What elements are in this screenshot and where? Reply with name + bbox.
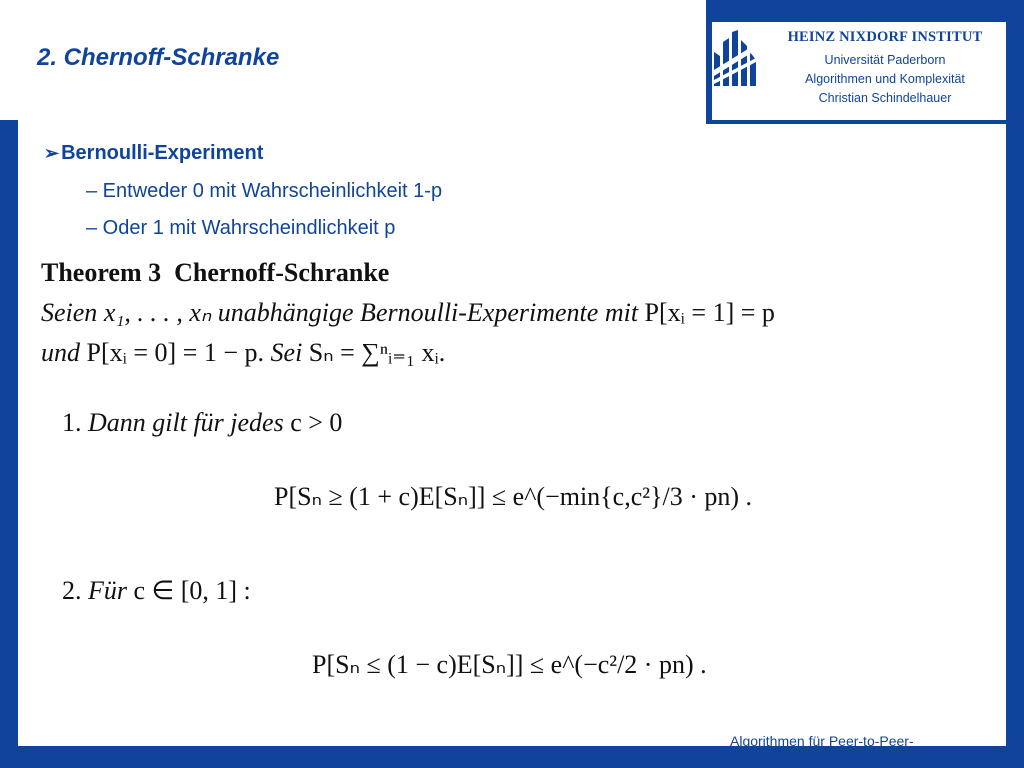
item-2-condition: c ∈ [0, 1] :: [133, 576, 251, 605]
sub-item-1: – Oder 1 mit Wahrscheindlichkeit p: [86, 217, 396, 239]
theorem-line-1: [41, 298, 775, 328]
theorem-name: Chernoff-Schranke: [174, 258, 390, 287]
formula-lower-bound: P[Sₙ ≤ (1 − c)E[Sₙ]] ≤ e^(−c²/2 · pn) .: [312, 650, 707, 679]
theorem-text-sei: Sei: [270, 338, 303, 367]
footer-course-title: Algorithmen für Peer-to-Peer-Netzwerke: [730, 733, 914, 766]
theorem-math-sum: Sₙ = ∑ⁿᵢ₌₁ xᵢ.: [308, 338, 446, 367]
bullet-main-label: Bernoulli-Experiment: [61, 142, 264, 164]
theorem-item-2: [62, 576, 251, 606]
theorem-math-variables: x₁, . . . , xₙ: [103, 298, 212, 327]
item-2-label: 2.: [62, 576, 82, 605]
institute-name: HEINZ NIXDORF INSTITUT: [787, 29, 983, 45]
item-1-condition: c > 0: [290, 408, 343, 437]
page-number: 11: [996, 746, 1010, 761]
item-1-label: 1.: [62, 408, 82, 437]
sub-item-0: – Entweder 0 mit Wahrscheinlichkeit 1-p: [86, 180, 443, 202]
item-2-text: Für: [88, 576, 127, 605]
item-1-text: Dann gilt für jedes: [88, 408, 284, 437]
institute-author: Christian Schindelhauer: [818, 91, 952, 105]
theorem-math-prob-one: P[xᵢ = 1] = p: [644, 298, 775, 327]
theorem-text-bernoulli: unabhängige Bernoulli-Experimente mit: [217, 298, 639, 327]
theorem-heading: [41, 258, 389, 288]
theorem-math-prob-zero: P[xᵢ = 0] = 1 − p.: [86, 338, 265, 367]
institute-university: Universität Paderborn: [824, 53, 946, 67]
institute-group: Algorithmen und Komplexität: [805, 72, 965, 86]
theorem-text-seien: Seien: [41, 298, 98, 327]
theorem-number: Theorem 3: [41, 258, 162, 287]
slide-title: 2. Chernoff-Schranke: [37, 44, 280, 71]
left-frame-bar: [0, 120, 18, 746]
theorem-line-2: [41, 338, 445, 368]
bullet-main-item: [44, 142, 263, 165]
arrow-bullet-icon: ➢: [44, 143, 60, 163]
hni-logo-icon: [714, 30, 756, 86]
theorem-item-1: [62, 408, 342, 438]
formula-upper-bound: P[Sₙ ≥ (1 + c)E[Sₙ]] ≤ e^(−min{c,c²}/3 · pn) .: [274, 482, 753, 511]
theorem-text-und: und: [41, 338, 80, 367]
